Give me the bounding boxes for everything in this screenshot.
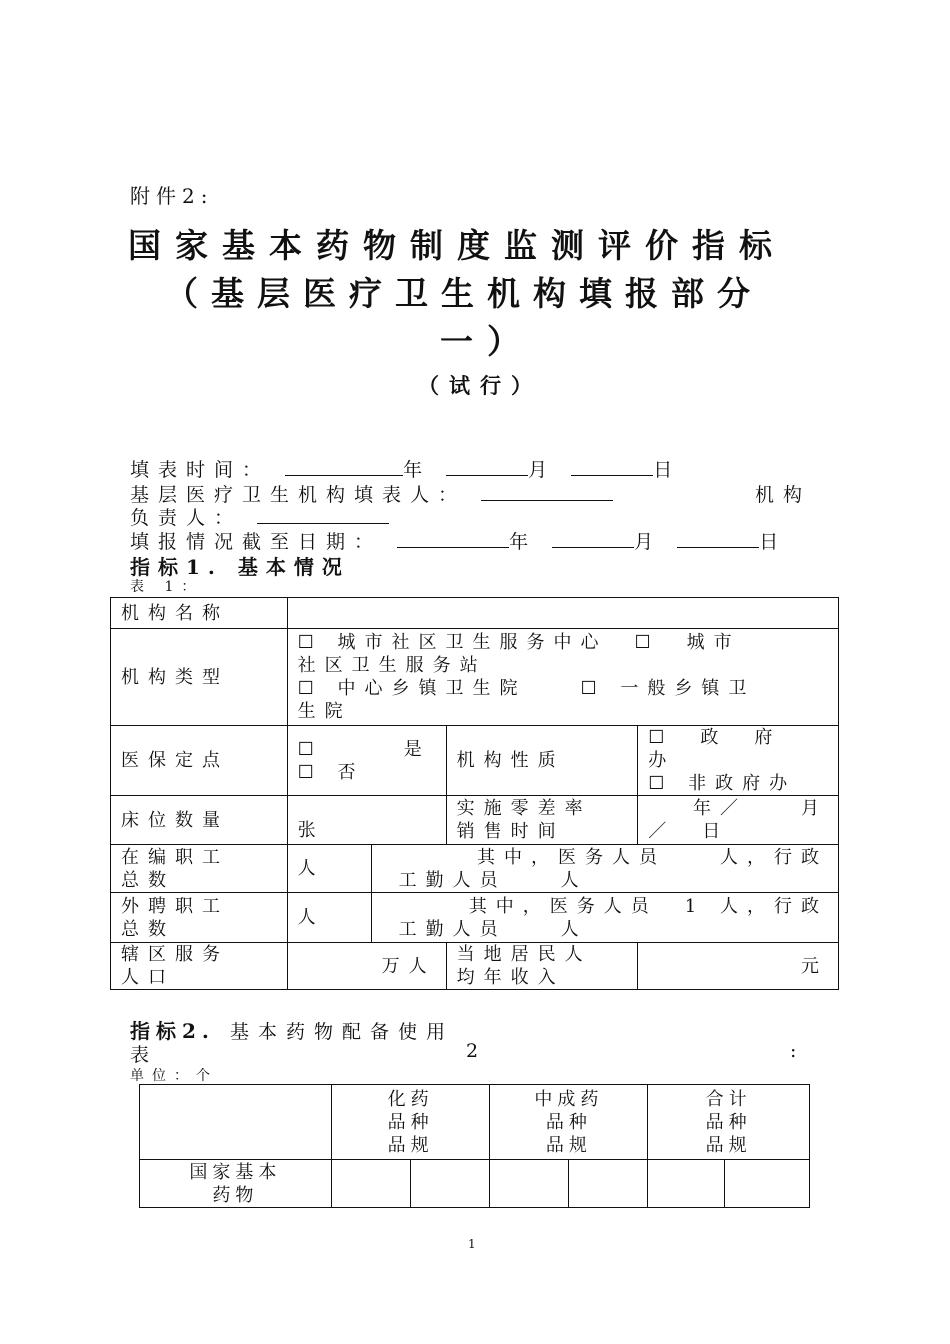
document-title-line2: （基层医疗卫生机构填报部分	[165, 274, 763, 313]
header-sub: 品种	[387, 1111, 434, 1133]
insurance-no-checkbox[interactable]: ☐ 否	[297, 761, 365, 783]
table-row	[111, 796, 839, 845]
staff-count-cell[interactable]	[287, 845, 371, 893]
income-unit: 元	[801, 955, 828, 977]
row-label-line: 药物	[212, 1184, 259, 1206]
header-sub: 品种	[545, 1111, 592, 1133]
staff-detail-line: 其中，医务人员 人，行政	[477, 846, 828, 868]
table-row	[140, 1160, 810, 1208]
nature-label: 机构性质	[446, 726, 638, 796]
hired-label-line: 外聘职工	[121, 895, 229, 917]
hired-detail-line: 其中，医务人员 1 人，行政	[468, 895, 828, 917]
zero-markup-label-line: 销售时间	[456, 821, 565, 842]
deadline-label: 填报情况截至日期：	[130, 531, 383, 553]
document-title-line3: 一）	[440, 322, 534, 361]
indicator1-title: 指标1. 基本情况	[130, 555, 350, 579]
fill-month-field[interactable]	[446, 457, 528, 476]
insurance-label: 医保定点	[111, 726, 288, 796]
data-cell[interactable]	[569, 1160, 648, 1208]
header-empty-cell	[140, 1085, 332, 1160]
staff-label-line: 在编职工	[121, 846, 229, 868]
row-label-national-essential-drugs	[140, 1160, 332, 1208]
zero-markup-label-line: 实施零差率	[456, 798, 592, 819]
hired-detail[interactable]	[371, 893, 838, 943]
table2-number: 2	[466, 1040, 488, 1062]
header-chemical-drugs	[331, 1085, 490, 1160]
hired-detail-line: 工勤人员 人	[398, 918, 588, 940]
year-label: 年	[509, 531, 538, 553]
day-label: 日	[759, 531, 788, 553]
table-row	[111, 629, 839, 726]
table2-colon: :	[790, 1040, 806, 1062]
header-sub: 品种	[705, 1111, 752, 1133]
staff-detail-line: 工勤人员 人	[398, 869, 588, 891]
indicator2-title	[130, 1015, 454, 1044]
hired-label-line: 总数	[121, 918, 175, 940]
population-unit: 万人	[381, 955, 436, 977]
income-cell[interactable]	[638, 943, 839, 990]
data-cell[interactable]	[725, 1160, 810, 1208]
basic-info-table	[110, 597, 839, 990]
population-label-line: 人口	[121, 967, 175, 988]
org-type-options[interactable]	[287, 629, 838, 726]
month-label: 月	[528, 459, 557, 481]
deadline-day-field[interactable]	[677, 529, 759, 548]
beds-unit: 张	[297, 820, 325, 841]
insurance-yes-checkbox[interactable]: ☐ 是	[297, 738, 431, 760]
header-name: 化药	[387, 1088, 434, 1110]
header-sub: 品规	[705, 1134, 752, 1156]
filler-label: 基层医疗卫生机构填表人：	[130, 484, 467, 506]
day-label: 日	[653, 459, 682, 481]
header-sub: 品规	[387, 1134, 434, 1156]
org-type-option-line: ☐ 中心乡镇卫生院 ☐ 一般乡镇卫	[297, 678, 756, 699]
unit-label: 单位：个	[130, 1068, 218, 1084]
header-name: 合计	[705, 1088, 752, 1110]
table2-label: 表	[130, 1044, 159, 1066]
row-label-line: 国家基本	[189, 1161, 282, 1183]
org-type-option-line: ☐ 城市社区卫生服务中心 ☐ 城市	[297, 632, 741, 653]
hired-label	[111, 893, 288, 943]
org-label: 机构	[755, 484, 812, 506]
header-name: 中成药	[534, 1088, 604, 1110]
staff-unit: 人	[297, 858, 325, 879]
filler-field[interactable]	[481, 482, 613, 501]
fill-year-field[interactable]	[285, 457, 403, 476]
header-total	[648, 1085, 810, 1160]
head-label: 负责人：	[130, 507, 243, 529]
staff-detail[interactable]	[371, 845, 838, 893]
table-row	[111, 726, 839, 796]
beds-label: 床位数量	[111, 796, 288, 845]
hired-count-cell[interactable]	[287, 893, 371, 943]
document-title: 国家基本药物制度监测评价指标	[128, 226, 786, 265]
indicator2-title-rest: 基本药物配备使用	[229, 1021, 454, 1043]
table-row	[111, 598, 839, 629]
zero-markup-date-line: 年／ 月	[693, 798, 828, 819]
month-label: 月	[634, 531, 663, 553]
indicator2-title-bold: 指标2.	[130, 1019, 215, 1043]
page-number: 1	[468, 1237, 476, 1251]
header-chinese-patent-drugs	[490, 1085, 648, 1160]
deadline-month-field[interactable]	[552, 529, 634, 548]
population-label	[111, 943, 288, 990]
year-label: 年	[403, 459, 432, 481]
deadline-row	[130, 527, 787, 554]
population-label-line: 辖区服务	[121, 944, 229, 965]
document-subtitle: （试行）	[418, 373, 542, 398]
income-label-line: 当地居民人	[456, 944, 592, 965]
header-sub: 品规	[545, 1134, 592, 1156]
data-cell[interactable]	[648, 1160, 725, 1208]
zero-markup-label	[446, 796, 638, 845]
fill-day-field[interactable]	[571, 457, 653, 476]
fill-time-label: 填表时间：	[130, 459, 271, 481]
beds-cell[interactable]	[287, 796, 446, 845]
table-header-row	[140, 1085, 810, 1160]
head-row	[130, 503, 389, 530]
fill-time-row	[130, 455, 681, 482]
nature-options[interactable]	[638, 726, 839, 796]
income-label-line: 均年收入	[456, 967, 565, 988]
org-name-cell[interactable]	[287, 598, 838, 629]
nature-nongov-checkbox[interactable]: ☐ 非政府办	[648, 773, 797, 794]
insurance-options[interactable]	[287, 726, 446, 796]
org-type-option-line: 社区卫生服务站	[297, 655, 487, 676]
staff-label	[111, 845, 288, 893]
table-row	[111, 943, 839, 990]
attachment-label: 附件2:	[130, 184, 214, 208]
staff-label-line: 总数	[121, 869, 175, 891]
table-row	[111, 893, 839, 943]
data-cell[interactable]	[490, 1160, 569, 1208]
data-cell[interactable]	[410, 1160, 490, 1208]
income-label	[446, 943, 638, 990]
org-name-label: 机构名称	[111, 598, 288, 629]
nature-gov-checkbox[interactable]: ☐ 政 府 办	[648, 727, 809, 771]
population-cell[interactable]	[287, 943, 446, 990]
hired-unit: 人	[297, 907, 325, 928]
table-row	[111, 845, 839, 893]
org-type-label: 机构类型	[111, 629, 288, 726]
data-cell[interactable]	[331, 1160, 410, 1208]
deadline-year-field[interactable]	[397, 529, 509, 548]
org-type-option-line: 生院	[297, 701, 352, 722]
essential-drugs-table	[139, 1084, 810, 1208]
head-field[interactable]	[257, 505, 389, 524]
table1-label: 表 1：	[130, 579, 204, 595]
zero-markup-date-line: ／ 日	[648, 821, 730, 842]
zero-markup-date[interactable]	[638, 796, 839, 845]
